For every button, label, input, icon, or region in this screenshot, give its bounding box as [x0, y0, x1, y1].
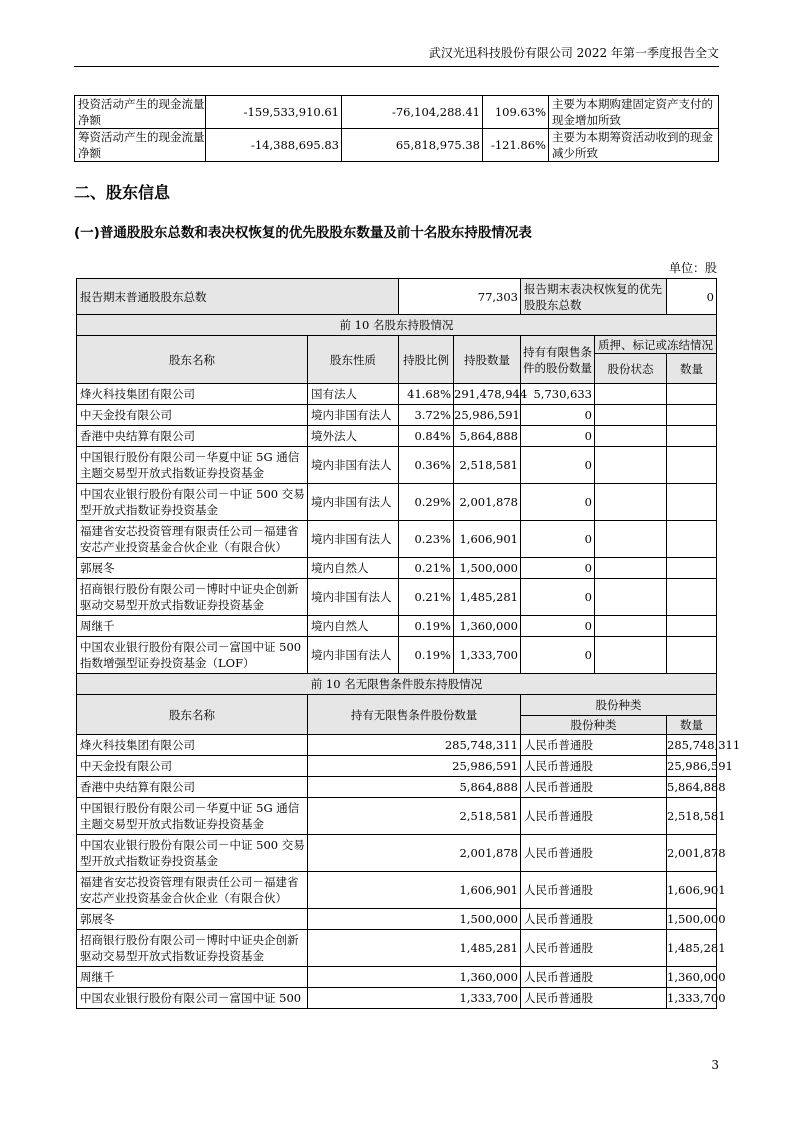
cashflow-reason: 主要为本期购建固定资产支付的现金增加所致	[549, 96, 719, 129]
holder-quantity: 1,606,901	[454, 521, 521, 558]
holder-pledge-count	[667, 579, 717, 616]
holder-nature: 境内非国有法人	[308, 637, 399, 674]
unrestricted-name: 福建省安芯投资管理有限责任公司－福建省安芯产业投资基金合伙企业（有限合伙）	[77, 872, 308, 909]
holder-quantity: 1,360,000	[454, 616, 521, 637]
unit-label: 单位：股	[668, 261, 717, 275]
unrestricted-name: 周继千	[77, 967, 308, 988]
holder-quantity: 2,518,581	[454, 447, 521, 484]
unrestricted-row	[77, 735, 717, 756]
unrestricted-quantity: 285,748,311	[308, 735, 521, 756]
top10-row	[77, 521, 717, 558]
holder-restricted: 0	[521, 426, 595, 447]
holder-nature: 境内自然人	[308, 616, 399, 637]
unrestricted-type: 人民币普通股	[521, 988, 667, 1009]
summary-row	[77, 279, 717, 315]
holder-pledge-status	[595, 484, 667, 521]
holder-pledge-count	[667, 384, 717, 405]
unrestricted-quantity: 1,500,000	[308, 909, 521, 930]
holder-pledge-status	[595, 579, 667, 616]
unrestricted-quantity: 2,518,581	[308, 798, 521, 835]
holder-pledge-status	[595, 558, 667, 579]
holder-quantity: 1,485,281	[454, 579, 521, 616]
unrestricted-row	[77, 872, 717, 909]
holder-ratio: 0.36%	[399, 447, 454, 484]
unrestricted-row	[77, 756, 717, 777]
top10-row	[77, 484, 717, 521]
holder-pledge-count	[667, 521, 717, 558]
holder-quantity: 1,500,000	[454, 558, 521, 579]
holder-ratio: 0.19%	[399, 616, 454, 637]
holder-name: 福建省安芯投资管理有限责任公司－福建省安芯产业投资基金合伙企业（有限合伙）	[77, 521, 308, 558]
page-number: 3	[711, 1058, 719, 1072]
cashflow-current: -14,388,695.83	[206, 129, 342, 162]
unrestricted-type: 人民币普通股	[521, 967, 667, 988]
unrestricted-type: 人民币普通股	[521, 756, 667, 777]
holder-pledge-count	[667, 426, 717, 447]
holder-nature: 境内非国有法人	[308, 521, 399, 558]
top10-header-ratio: 持股比例	[399, 336, 454, 384]
unrestricted-count: 2,001,878	[667, 835, 717, 872]
holder-name: 香港中央结算有限公司	[77, 426, 308, 447]
holder-pledge-count	[667, 447, 717, 484]
cashflow-previous: -76,104,288.41	[342, 96, 483, 129]
unrestricted-count: 1,333,700	[667, 988, 717, 1009]
holder-restricted: 0	[521, 447, 595, 484]
unrestricted-count: 1,606,901	[667, 872, 717, 909]
top10-header-quantity: 持股数量	[454, 336, 521, 384]
top10-row	[77, 637, 717, 674]
unrestricted-quantity: 1,333,700	[308, 988, 521, 1009]
holder-name: 中国农业银行股份有限公司－富国中证 500 指数增强型证券投资基金（LOF）	[77, 637, 308, 674]
unrestricted-type: 人民币普通股	[521, 930, 667, 967]
unrestricted-header-type-group: 股份种类	[521, 695, 717, 716]
holder-restricted: 5,730,633	[521, 384, 595, 405]
holder-restricted: 0	[521, 405, 595, 426]
top10-row	[77, 616, 717, 637]
holder-pledge-count	[667, 558, 717, 579]
unrestricted-title: 前 10 名无限售条件股东持股情况	[77, 674, 717, 695]
unrestricted-count: 285,748,311	[667, 735, 717, 756]
holder-restricted: 0	[521, 616, 595, 637]
holder-nature: 境外法人	[308, 426, 399, 447]
holder-pledge-count	[667, 405, 717, 426]
unrestricted-count: 1,485,281	[667, 930, 717, 967]
holder-pledge-status	[595, 447, 667, 484]
holder-quantity: 5,864,888	[454, 426, 521, 447]
unrestricted-name: 招商银行股份有限公司－博时中证央企创新驱动交易型开放式指数证券投资基金	[77, 930, 308, 967]
holder-restricted: 0	[521, 579, 595, 616]
unrestricted-name: 中天金投有限公司	[77, 756, 308, 777]
holder-pledge-status	[595, 405, 667, 426]
unrestricted-quantity: 2,001,878	[308, 835, 521, 872]
unrestricted-row	[77, 967, 717, 988]
unrestricted-count: 1,360,000	[667, 967, 717, 988]
cashflow-item: 投资活动产生的现金流量净额	[75, 96, 206, 129]
holder-quantity: 2,001,878	[454, 484, 521, 521]
unrestricted-type: 人民币普通股	[521, 798, 667, 835]
unrestricted-type: 人民币普通股	[521, 909, 667, 930]
section-subtitle: (一)普通股股东总数和表决权恢复的优先股股东数量及前十名股东持股情况表	[74, 225, 532, 241]
holder-nature: 境内非国有法人	[308, 447, 399, 484]
holder-ratio: 0.84%	[399, 426, 454, 447]
unrestricted-header-type: 股份种类	[521, 716, 667, 735]
unrestricted-type: 人民币普通股	[521, 777, 667, 798]
holder-restricted: 0	[521, 484, 595, 521]
cashflow-item: 筹资活动产生的现金流量净额	[75, 129, 206, 162]
unrestricted-name: 香港中央结算有限公司	[77, 777, 308, 798]
holder-quantity: 1,333,700	[454, 637, 521, 674]
holder-quantity: 25,986,591	[454, 405, 521, 426]
cashflow-row	[75, 96, 719, 129]
holder-ratio: 3.72%	[399, 405, 454, 426]
pref-holders-label: 报告期末表决权恢复的优先股股东总数	[521, 279, 667, 315]
holder-nature: 境内自然人	[308, 558, 399, 579]
cashflow-current: -159,533,910.61	[206, 96, 342, 129]
unrestricted-header-count: 数量	[667, 716, 717, 735]
pref-holders-value: 0	[667, 279, 717, 315]
unrestricted-type: 人民币普通股	[521, 872, 667, 909]
holder-pledge-status	[595, 616, 667, 637]
holder-name: 中国农业银行股份有限公司－中证 500 交易型开放式指数证券投资基金	[77, 484, 308, 521]
unrestricted-row	[77, 777, 717, 798]
holder-nature: 境内非国有法人	[308, 405, 399, 426]
holder-nature: 境内非国有法人	[308, 484, 399, 521]
unrestricted-quantity: 5,864,888	[308, 777, 521, 798]
unrestricted-type: 人民币普通股	[521, 735, 667, 756]
unrestricted-quantity: 1,360,000	[308, 967, 521, 988]
holder-ratio: 0.23%	[399, 521, 454, 558]
holder-restricted: 0	[521, 521, 595, 558]
cashflow-change: 109.63%	[483, 96, 549, 129]
unrestricted-quantity: 1,485,281	[308, 930, 521, 967]
header-divider	[74, 66, 719, 67]
top10-header-nature: 股东性质	[308, 336, 399, 384]
top10-header-count: 数量	[667, 354, 717, 384]
holder-ratio: 0.19%	[399, 637, 454, 674]
holder-quantity: 291,478,944	[454, 384, 521, 405]
total-holders-label: 报告期末普通股股东总数	[77, 279, 399, 315]
shareholders-table	[76, 278, 741, 1009]
holder-ratio: 41.68%	[399, 384, 454, 405]
unrestricted-name: 中国农业银行股份有限公司－富国中证 500	[77, 988, 308, 1009]
cashflow-row	[75, 129, 719, 162]
unrestricted-row	[77, 988, 717, 1009]
holder-name: 郭展冬	[77, 558, 308, 579]
unrestricted-count: 25,986,591	[667, 756, 717, 777]
holder-pledge-count	[667, 637, 717, 674]
unrestricted-row	[77, 909, 717, 930]
holder-nature: 境内非国有法人	[308, 579, 399, 616]
unrestricted-name: 中国银行股份有限公司－华夏中证 5G 通信主题交易型开放式指数证券投资基金	[77, 798, 308, 835]
holder-pledge-count	[667, 484, 717, 521]
top10-row	[77, 426, 717, 447]
unrestricted-quantity: 25,986,591	[308, 756, 521, 777]
unrestricted-row	[77, 835, 717, 872]
cashflow-previous: 65,818,975.38	[342, 129, 483, 162]
holder-name: 烽火科技集团有限公司	[77, 384, 308, 405]
top10-row	[77, 384, 717, 405]
holder-name: 中国银行股份有限公司－华夏中证 5G 通信主题交易型开放式指数证券投资基金	[77, 447, 308, 484]
cashflow-table	[74, 95, 719, 162]
cashflow-change: -121.86%	[483, 129, 549, 162]
holder-restricted: 0	[521, 558, 595, 579]
top10-header-restricted: 持有有限售条件的股份数量	[521, 336, 595, 384]
top10-row	[77, 447, 717, 484]
unrestricted-name: 烽火科技集团有限公司	[77, 735, 308, 756]
holder-name: 招商银行股份有限公司－博时中证央企创新驱动交易型开放式指数证券投资基金	[77, 579, 308, 616]
holder-ratio: 0.21%	[399, 558, 454, 579]
unrestricted-count: 2,518,581	[667, 798, 717, 835]
unrestricted-row	[77, 798, 717, 835]
unrestricted-header-quantity: 持有无限售条件股份数量	[308, 695, 521, 735]
holder-pledge-status	[595, 637, 667, 674]
top10-header-status: 股份状态	[595, 354, 667, 384]
unrestricted-row	[77, 930, 717, 967]
holder-ratio: 0.29%	[399, 484, 454, 521]
unrestricted-count: 1,500,000	[667, 909, 717, 930]
top10-title: 前 10 名股东持股情况	[77, 315, 717, 336]
holder-name: 中天金投有限公司	[77, 405, 308, 426]
unrestricted-count: 5,864,888	[667, 777, 717, 798]
unrestricted-quantity: 1,606,901	[308, 872, 521, 909]
total-holders-value: 77,303	[399, 279, 521, 315]
holder-restricted: 0	[521, 637, 595, 674]
holder-pledge-status	[595, 426, 667, 447]
top10-row	[77, 579, 717, 616]
holder-pledge-count	[667, 616, 717, 637]
top10-row	[77, 405, 717, 426]
holder-nature: 国有法人	[308, 384, 399, 405]
holder-name: 周继千	[77, 616, 308, 637]
top10-header-pledge: 质押、标记或冻结情况	[595, 336, 717, 354]
holder-pledge-status	[595, 384, 667, 405]
page-header-title: 武汉光迅科技股份有限公司 2022 年第一季度报告全文	[428, 46, 719, 60]
unrestricted-name: 郭展冬	[77, 909, 308, 930]
unrestricted-header-name: 股东名称	[77, 695, 308, 735]
unrestricted-type: 人民币普通股	[521, 835, 667, 872]
section-title: 二、股东信息	[74, 183, 171, 202]
holder-pledge-status	[595, 521, 667, 558]
unrestricted-name: 中国农业银行股份有限公司－中证 500 交易型开放式指数证券投资基金	[77, 835, 308, 872]
top10-header-name: 股东名称	[77, 336, 308, 384]
holder-ratio: 0.21%	[399, 579, 454, 616]
top10-row	[77, 558, 717, 579]
cashflow-reason: 主要为本期筹资活动收到的现金减少所致	[549, 129, 719, 162]
